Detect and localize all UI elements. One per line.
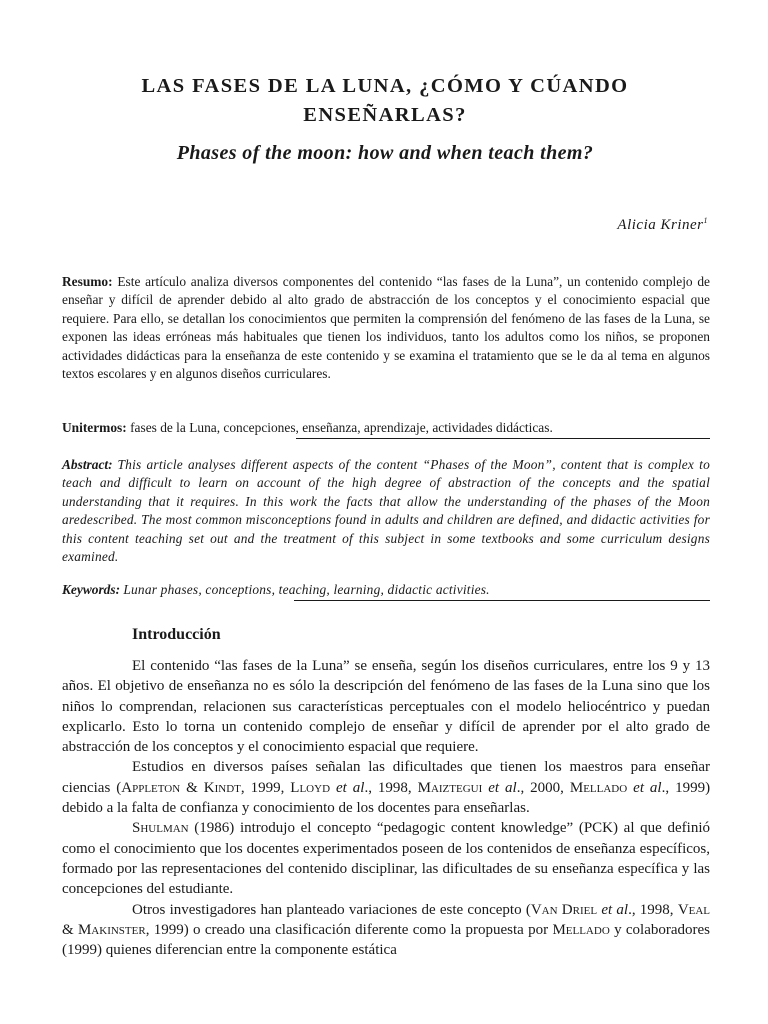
resumo-label: Resumo: [62, 274, 113, 289]
intro-paragraph-2 [62, 757, 710, 818]
unitermos-rule [296, 438, 710, 439]
keywords-label: Keywords: [62, 582, 121, 597]
et-al: et al [601, 901, 629, 918]
p2-text-9: ., 1999) debido a la falta de confianza y conocimiento de los docentes para enseñarlas. [62, 779, 711, 817]
abstract-text: This article analyses different aspects of the content “Phases of the Moon”, content that is complex to teach and difficult to learn on account of the high degree of abstraction of the concepts and the spatial understanding that it requires. In this work the facts that allow the understanding of the phases of the Moon aredescribed. The most common misconceptions found in adults and children are defined, and didactic activities for this content teaching set out and the treatment of this subject in some textbooks and some curriculum designs examined. [62, 457, 710, 565]
p2-text-7: ., 2000, [516, 779, 570, 796]
citation-author-lloyd: Lloyd [290, 779, 331, 796]
title-line-1: LAS FASES DE LA LUNA, ¿CÓMO Y CÚANDO [141, 75, 629, 97]
p2-text-3: , 1999, [240, 779, 291, 796]
title-line-2: ENSEÑARLAS? [303, 104, 467, 126]
p4-text-4: & [62, 921, 78, 938]
resumo-text: Este artículo analiza diversos componentes del contenido “las fases de la Luna”, un contenido complejo de enseñar y difícil de aprender debido al alto grado de abstracción de los conceptos y el conocimiento espacial que requiere. Para ello, se detallan los conocimientos que permiten la comprensión del fenómeno de las fases de la Luna, se exponen las ideas erróneas más habituales que tienen los individuos, tanto los adultos como los niños, se proponen actividades didácticas para la enseñanza de este contenido y se examina el tratamiento que se le da al tema en algunos textos escolares y en algunos diseños curriculares. [62, 274, 710, 382]
p2-text-1: Estudios en diversos países señalan las dificultades que tienen los maestros para enseñar ciencias ( [62, 759, 710, 796]
unitermos-text: fases de la Luna, concepciones, enseñanza, aprendizaje, actividades didácticas. [130, 420, 553, 435]
p4-text-1: Otros investigadores han planteado variaciones de este concepto ( [132, 901, 531, 918]
et-al: et al [335, 779, 365, 796]
introduction-body [62, 656, 710, 960]
p4-text-5: , 1999) o creado una clasificación diferente como la propuesta por [145, 921, 553, 938]
intro-paragraph-1: El contenido “las fases de la Luna” se enseña, según los diseños curriculares, entre los 9 y 13 años. El objetivo de enseñanza no es sólo la descripción del fenómeno de las fases de la Luna sino que los niños lo comprendan, relacionen sus características perceptuales con el modelo heliocéntrico y puedan explicarlo. Esto lo torna un contenido complejo de enseñar y difícil de aprender por el alto grado de abstracción de los conceptos y el conocimiento espacial que requiere. [62, 658, 710, 756]
article-title [60, 72, 710, 130]
citation-author-appleton: Appleton [121, 779, 181, 796]
introduction-heading: Introducción [132, 626, 221, 643]
citation-author-shulman: Shulman [132, 820, 189, 837]
keywords-rule [294, 600, 710, 601]
p3-text-1: (1986) introdujo el concepto “pedagogic content knowledge” (PCK) al que definió como el conocimiento que los docentes experimentados poseen de los contenidos de enseñanza específicos, formado por las representaciones del contenido disciplinar, las dificultades de su enseñanza específica y las concepciones del estudiante. [62, 820, 710, 898]
abstract-label: Abstract: [62, 457, 113, 472]
author-footnote-marker: 1 [703, 216, 708, 225]
citation-author-veal: Veal [677, 901, 711, 918]
citation-author-mellado: Mellado [552, 921, 610, 938]
citation-author-makinster: Makinster [77, 921, 146, 938]
resumo-block [62, 273, 710, 383]
citation-author-mellado: Mellado [569, 779, 628, 796]
citation-author-maiztegui: Maiztegui [417, 779, 483, 796]
abstract-block [62, 456, 710, 566]
intro-paragraph-4 [62, 900, 710, 961]
citation-author-kindt: Kindt [203, 779, 241, 796]
et-al: et al [488, 779, 517, 796]
keywords-text: Lunar phases, conceptions, teaching, learning, didactic activities. [123, 582, 490, 597]
unitermos-label: Unitermos: [62, 420, 127, 435]
et-al: et al [633, 779, 662, 796]
p2-text-2: & [180, 779, 204, 796]
intro-paragraph-3 [62, 818, 710, 899]
author-name [617, 216, 708, 234]
author-name-text: Alicia Kriner [617, 217, 704, 233]
unitermos-block [62, 419, 710, 437]
keywords-block [62, 581, 710, 599]
p4-text-3: ., 1998, [628, 901, 678, 918]
p4-text-6: y colaboradores (1999) quienes diferencian entre la componente estática [62, 921, 710, 959]
p2-text-5: ., 1998, [364, 779, 418, 796]
citation-author-van-driel: Van Driel [530, 901, 598, 918]
english-title: Phases of the moon: how and when teach them? [176, 142, 594, 164]
